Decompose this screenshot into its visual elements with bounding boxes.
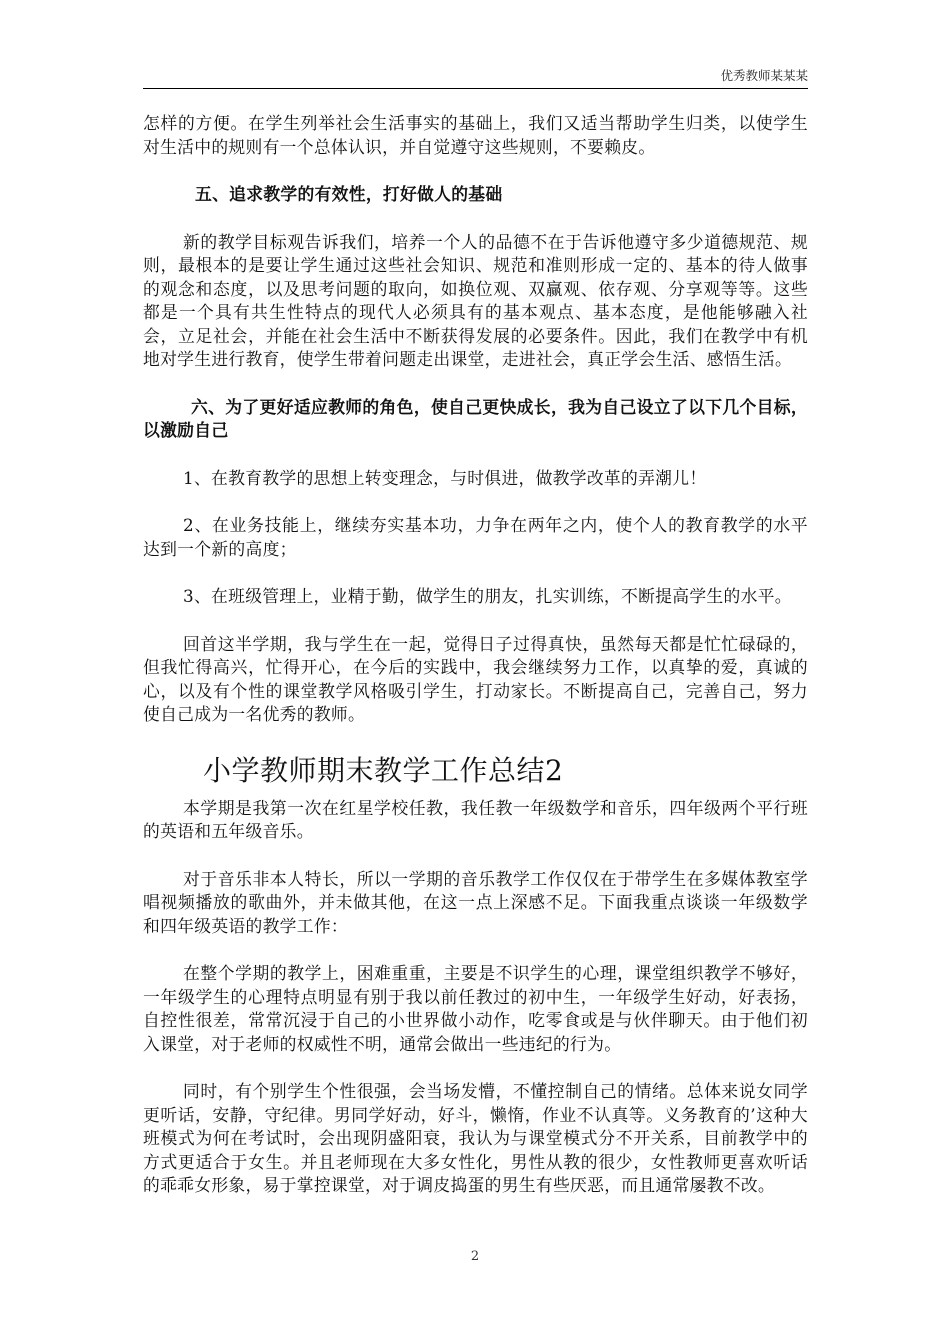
- section-heading-6: 六、为了更好适应教师的角色，使自己更快成长，我为自己设立了以下几个目标，以激励自己: [143, 396, 808, 440]
- paragraph-teaching-goals: 新的教学目标观告诉我们，培养一个人的品德不在于告诉他遵守多少道德规范、规则，最根本的是要让学生通过这些社会知识、规范和准则形成一定的、基本的待人做事的观念和态度，以及思考问题的取向，如换位观、双赢观、依存观、分享观等等。这些都是一个具有共生性特点的现代人必须具有的基本观点、基本态度，是他能够融入社会，立足社会，并能在社会生活中不断获得发展的必要条件。因此，我们在教学中有机地对学生进行教育，使学生带着问题走出课堂，走进社会，真正学会生活、感悟生活。: [143, 231, 808, 369]
- page-header: [143, 62, 808, 89]
- goal-item-1: 1、在教育教学的思想上转变理念，与时俱进，做教学改革的弄潮儿！: [183, 467, 707, 488]
- paragraph-gender: 同时，有个别学生个性很强，会当场发懵，不懂控制自己的情绪。总体来说女同学更听话，安静，守纪律。男同学好动，好斗，懒惰，作业不认真等。义务教育的’这种大班模式为何在考试时，会出现阴盛阳衰，我认为与课堂模式分不开关系，目前教学中的方式更适合于女生。并且老师现在大多女性化，男性从教的很少，女性教师更喜欢听话的乖乖女形象，易于掌控课堂，对于调皮捣蛋的男生有些厌恶，而且通常屡教不改。: [143, 1081, 808, 1195]
- paragraph-music: 对于音乐非本人特长，所以一学期的音乐教学工作仅仅在于带学生在多媒体教室学唱视频播放的歌曲外，并未做其他，在这一点上深感不足。下面我重点谈谈一年级数学和四年级英语的教学工作：: [143, 868, 808, 936]
- section-heading-5: 五、追求教学的有效性，打好做人的基础: [195, 184, 503, 204]
- page-number: 2: [470, 1249, 480, 1264]
- document-body: [143, 112, 808, 1198]
- paragraph-intro: 本学期是我第一次在红星学校任教，我任教一年级数学和音乐，四年级两个平行班的英语和五年级音乐。: [143, 797, 808, 841]
- paragraph-reflection: 回首这半学期，我与学生在一起，觉得日子过得真快，虽然每天都是忙忙碌碌的，但我忙得高兴，忙得开心，在今后的实践中，我会继续努力工作，以真挚的爱，真诚的心，以及有个性的课堂教学风格吸引学生，打动家长。不断提高自己，完善自己，努力使自己成为一名优秀的教师。: [143, 633, 808, 724]
- paragraph-difficulties: 在整个学期的教学上，困难重重，主要是不识学生的心理，课堂组织教学不够好，一年级学生的心理特点明显有别于我以前任教过的初中生，一年级学生好动，好表扬，自控性很差，常常沉浸于自己的小世界做小动作，吃零食或是与伙伴聊天。由于他们初入课堂，对于老师的权威性不明，通常会做出一些违纪的行为。: [143, 963, 808, 1054]
- paragraph-continuation: 怎样的方便。在学生列举社会生活事实的基础上，我们又适当帮助学生归类，以使学生对生活中的规则有一个总体认识，并自觉遵守这些规则，不要赖皮。: [143, 113, 808, 157]
- header-text: 优秀教师某某某: [720, 68, 808, 83]
- goal-item-3: 3、在班级管理上，业精于勤，做学生的朋友，扎实训练，不断提高学生的水平。: [183, 586, 792, 606]
- goal-item-2: 2、在业务技能上，继续夯实基本功，力争在两年之内，使个人的教育教学的水平达到一个新的高度；: [143, 515, 808, 559]
- document-title-2: 小学教师期末教学工作总结2: [203, 753, 564, 787]
